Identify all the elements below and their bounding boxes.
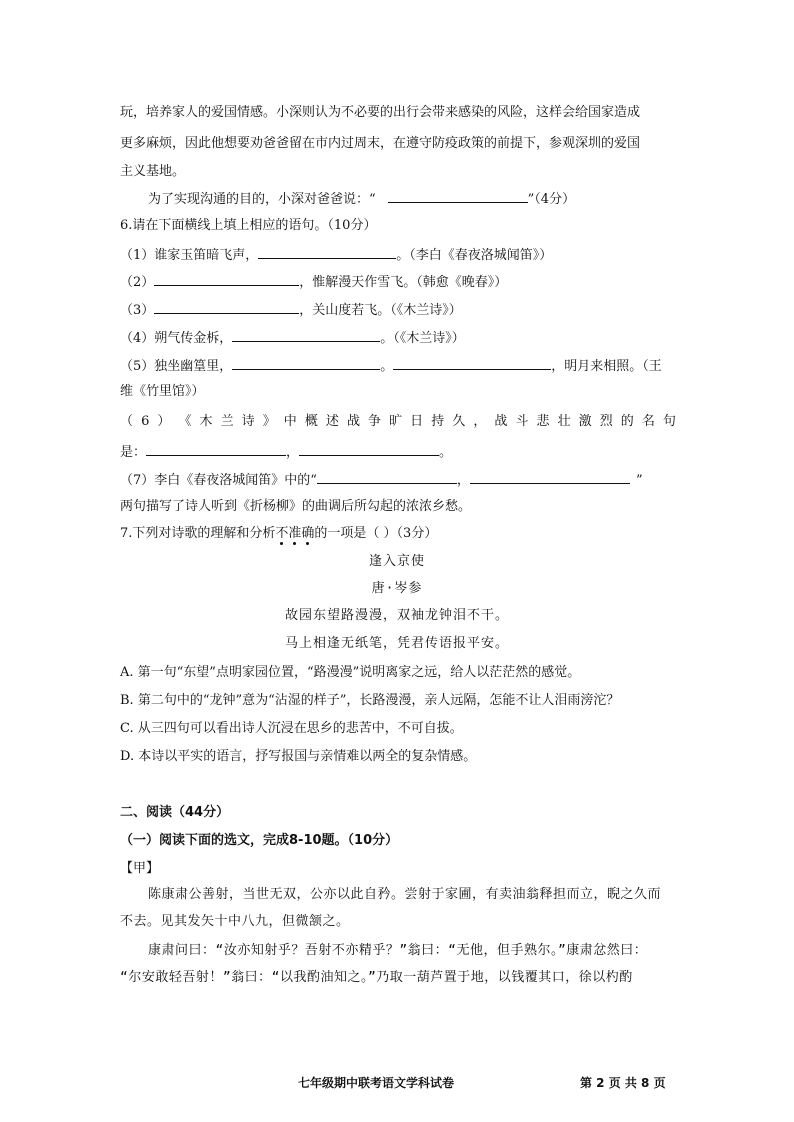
passage-line: 主义基地。: [120, 164, 186, 179]
emphasis-dot: [293, 542, 296, 545]
answer-blank[interactable]: [154, 272, 299, 286]
q6-item-1: （1）谁家玉笛暗飞声， 。（李白《春夜洛城闻笛》）: [120, 245, 552, 265]
q6-item-5: （5）独坐幽篁里， 。 ，明月来相照。（王: [120, 356, 662, 376]
answer-blank[interactable]: [393, 356, 551, 370]
option-c: C. 从三四句可以看出诗人沉浸在思乡的悲苦中，不可自拔。: [120, 721, 463, 736]
subsection-heading: （一）阅读下面的选文，完成8-10题。（10分）: [120, 833, 399, 848]
poem-author: 唐·岑参: [371, 581, 423, 596]
q6-item-4: （4）朔气传金柝， 。（《木兰诗》）: [120, 328, 465, 348]
q6-item-2: （2） ，惟解漫天作雪飞。（韩愈《晚春》）: [120, 272, 507, 292]
poem-line: 马上相逢无纸笔，凭君传语报平安。: [284, 636, 509, 651]
q6-item-7-cont: 两句描写了诗人听到《折杨柳》的曲调后所勾起的浓浓乡愁。: [120, 499, 472, 514]
q6-item-6: （ 6 ） 《 木 兰 诗 》 中 概 述 战 争 旷 日 持 久 ， 战 斗 悲 壮 激 烈 的 名 句: [120, 414, 676, 429]
classical-text-line: 陈康肃公善射，当世无双，公亦以此自矜。尝射于家圃，有卖油翁释担而立，睨之久而: [148, 887, 662, 902]
answer-blank[interactable]: [146, 442, 286, 456]
classical-text-line: 不去。见其发矢十中八九，但微颔之。: [120, 914, 350, 929]
answer-blank[interactable]: [470, 470, 630, 484]
classical-text-line: “尔安敢轻吾射！”翁曰：“以我酌油知之。”乃取一葫芦置于地，以钱覆其口，徐以杓酌: [120, 970, 633, 985]
emphasis-text: 不准确: [275, 526, 314, 541]
q6-item-5-cont: 维《竹里馆》）: [120, 384, 205, 399]
q6-item-6-cont: 是： ， 。: [120, 442, 452, 462]
q6-item-3: （3） ，关山度若飞。（《木兰诗》）: [120, 300, 462, 320]
classical-text-line: 康肃问曰：“汝亦知射乎？吾射不亦精乎？”翁曰：“无他，但手熟尔。”康肃忿然曰：: [148, 943, 648, 958]
answer-blank[interactable]: [317, 470, 457, 484]
q6-title: 6.请在下面横线上填上相应的语句。（10分）: [120, 218, 377, 233]
answer-blank[interactable]: [258, 245, 396, 259]
option-a: A. 第一句“东望”点明家园位置，“路漫漫”说明离家之远，给人以茫茫然的感觉。: [120, 665, 581, 680]
section-heading: 二、阅读（44分）: [120, 805, 230, 820]
answer-blank[interactable]: [299, 442, 439, 456]
passage-label: 【甲】: [120, 861, 160, 876]
answer-blank[interactable]: [232, 356, 380, 370]
option-b: B. 第二句中的“龙钟”意为“沾湿的样子”，长路漫漫，亲人远隔，怎能不让人泪雨滂沱？: [120, 693, 620, 708]
emphasis-dot: [280, 542, 283, 545]
poem-title: 逢入京使: [368, 554, 425, 569]
q6-item-7: （7）李白《春夜洛城闻笛》中的“ ， ”: [120, 470, 643, 490]
answer-blank[interactable]: [154, 300, 299, 314]
q7-stem: 7.下列对诗歌的理解和分析不准确 的一项是（ ）（3分）: [120, 525, 437, 543]
option-d: D. 本诗以平实的语言，抒写报国与亲情难以两全的复杂情感。: [120, 749, 477, 764]
poem-line: 故园东望路漫漫，双袖龙钟泪不干。: [284, 608, 509, 623]
emphasis-dot: [306, 542, 309, 545]
answer-blank[interactable]: [232, 328, 380, 342]
answer-blank[interactable]: [388, 189, 528, 203]
passage-line: 玩，培养家人的爱国情感。小深则认为不必要的出行会带来感染的风险，这样会给国家造成: [120, 105, 641, 120]
q5-prompt-line: 为了实现沟通的目的，小深对爸爸说：“ ”（4分）: [148, 189, 575, 209]
footer-title: 七年级期中联考语文学科试卷: [298, 1076, 455, 1090]
passage-line: 更多麻烦，因此他想要劝爸爸留在市内过周末，在遵守防疫政策的前提下，参观深圳的爱国: [120, 136, 641, 151]
page-number: 第 2 页 共 8 页: [580, 1076, 666, 1090]
